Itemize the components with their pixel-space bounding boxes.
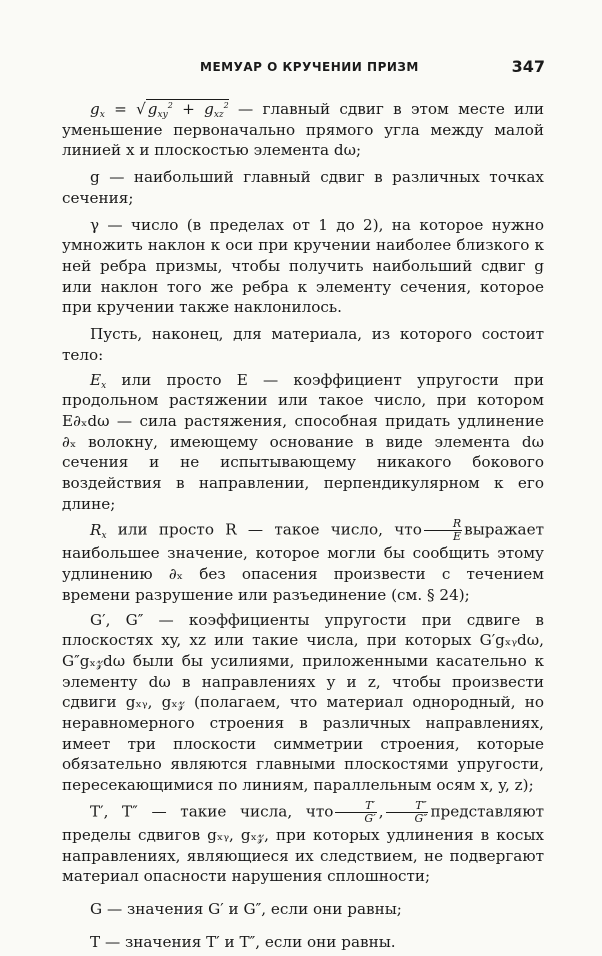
page-number: 347: [511, 57, 545, 76]
fraction-t2-denominator: G″: [414, 811, 428, 825]
paragraph-elastic-modulus-ex-text: или просто E — коэффициент упругости при продольном растяжении или такое число, при котором E∂ₓdω — сила растяжения, способная придать удлинение ∂ₓ волокну, имеющему основание в виде элемента dω сечения и не испытывающему никакого бокового воздействия в направлении, перпендикулярном к его длине;: [62, 370, 545, 513]
paragraph-shear-limits: T′, T″ — такие числа, что $\frac{T'}{G'}$ , $\frac{T''}{G''}$ представляют пределы сдвигов gₓᵧ, gₓ𝓏, при которых удлинения в косых направлениях, являющиеся их следствием, не подвергают материал опасности нарушения сплошности;: [62, 798, 544, 886]
fraction-r-over-e-denominator: E: [452, 530, 462, 544]
fraction-t2-numerator: T″: [386, 800, 429, 813]
symbol-rx: $R_x$: [90, 520, 107, 541]
running-title: МЕМУАР О КРУЧЕНИИ ПРИЗМ: [200, 60, 419, 74]
body-text: [62, 96, 544, 956]
formula-gx-subscript: x: [99, 110, 105, 121]
fraction-t1-over-g1: [335, 800, 376, 825]
paragraph-strength-rx: [62, 518, 544, 605]
fraction-r-over-e-numerator: R: [424, 518, 462, 531]
symbol-ex: $E_x$: [90, 370, 107, 391]
fraction-t1-denominator: G′: [364, 811, 376, 825]
paragraph-elastic-modulus-ex: [62, 370, 544, 515]
paragraph-shear-gx-text: — главный сдвиг в этом месте или уменьшение первоначально прямого угла между малой линией x и плоскостью элемента dω;: [62, 100, 544, 160]
paragraph-material-intro: Пусть, наконец, для материала, из которого состоит тело:: [62, 325, 544, 364]
paragraph-strength-rx-text-a: или просто R — такое число, что: [117, 520, 422, 539]
paragraph-max-shear-g: g — наибольший главный сдвиг в различных точках сечения;: [62, 168, 544, 207]
fraction-t1-numerator: T′: [335, 800, 376, 813]
paragraph-shear-limits-text-a: T′, T″ — такие числа, что: [90, 802, 334, 821]
paragraph-t-equal: T — значения T′ и T″, если они равны.: [90, 932, 396, 951]
paragraph-shear-gx: $g_x$ = √ $g_{xy}^2 + g_{xz}^2$ — главный сдвиг в этом месте или уменьшение первоначально прямого угла между малой линией x и плоскостью элемента dω;: [62, 100, 544, 160]
paragraph-shear-moduli: G′, G″ — коэффициенты упругости при сдвиге в плоскостях xy, xz или такие числа, при которых G′gₓᵧdω, G″gₓ𝓏dω были бы усилиями, приложенными касательно к элементу dω в направлениях y и z, чтобы произвести сдвиги gₓᵧ, gₓ𝓏 (полагаем, что материал однородный, но неравномерного строения в различных направлениях, имеет три плоскости симметрии строения, которые обязательно являются главными плоскостями упругости, пересекающимися по линиям, параллельным осям x, y, z);: [62, 610, 544, 795]
paragraph-g-equal: G — значения G′ и G″, если они равны;: [90, 899, 402, 918]
paragraph-shear-limits-text-b: представляют пределы сдвигов gₓᵧ, gₓ𝓏, при которых удлинения в косых направлениях, являющиеся их следствием, не подвергают материал опасности нарушения сплошности;: [62, 802, 544, 886]
paragraph-gamma: γ — число (в пределах от 1 до 2), на которое нужно умножить наклон к оси при кручении наиболее близкого к ней ребра призмы, чтобы получить наибольший сдвиг g или наклон того же ребра к элементу сечения, которое при кручении также наклонилось.: [62, 215, 544, 317]
page-header: [200, 57, 545, 80]
fraction-r-over-e: [424, 518, 462, 543]
formula-gx-symbol: g: [90, 100, 100, 119]
fraction-t2-over-g2: [386, 800, 429, 825]
formula-gx-radicand: $g_{xy}^2 + g_{xz}^2$: [147, 100, 229, 121]
paragraph-strength-rx-text-b: выражает наибольшее значение, которое могли бы сообщить этому удлинению ∂ₓ без опасения произвести с течением времени разрушение или разъединение (см. § 24);: [62, 520, 544, 604]
